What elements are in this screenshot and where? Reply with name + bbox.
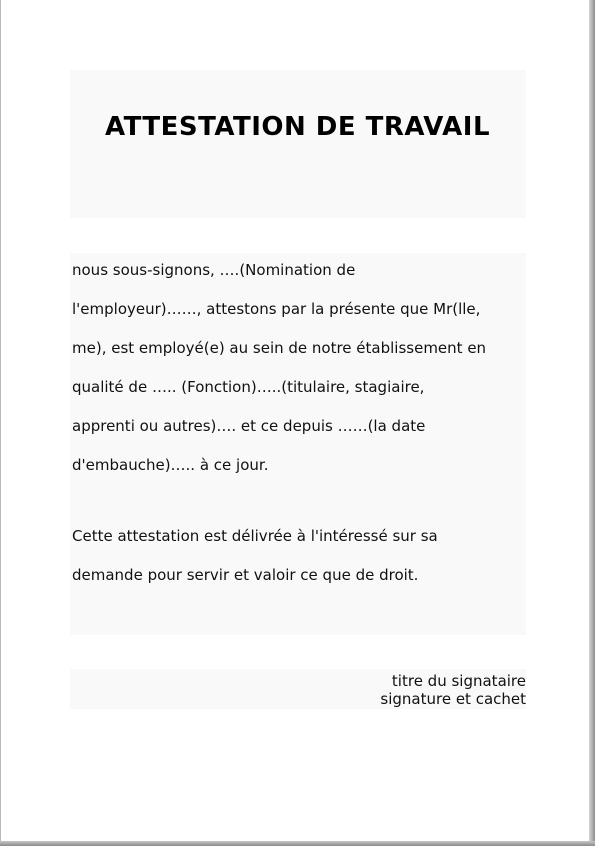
title-section [70,70,526,218]
signatory-title: titre du signataire [391,672,526,690]
page-bottom-shadow [0,841,595,846]
closing-paragraph: Cette attestation est délivrée à l'intéressé sur sa demande pour servir et valoir ce que de droit. [72,527,438,584]
body-paragraph: nous sous-signons, ….(Nomination de l'employeur)……, attestons par la présente que Mr(lle, me), est employé(e) au sein de notre établissement en qualité de ….. (Fonction)…..(titulaire, stagiaire, apprenti ou autres)…. et ce depuis ……(la date d'embauche)….. à ce jour. [72,261,487,474]
document-title: ATTESTATION DE TRAVAIL [104,112,491,142]
signature-label: signature et cachet [380,690,526,708]
